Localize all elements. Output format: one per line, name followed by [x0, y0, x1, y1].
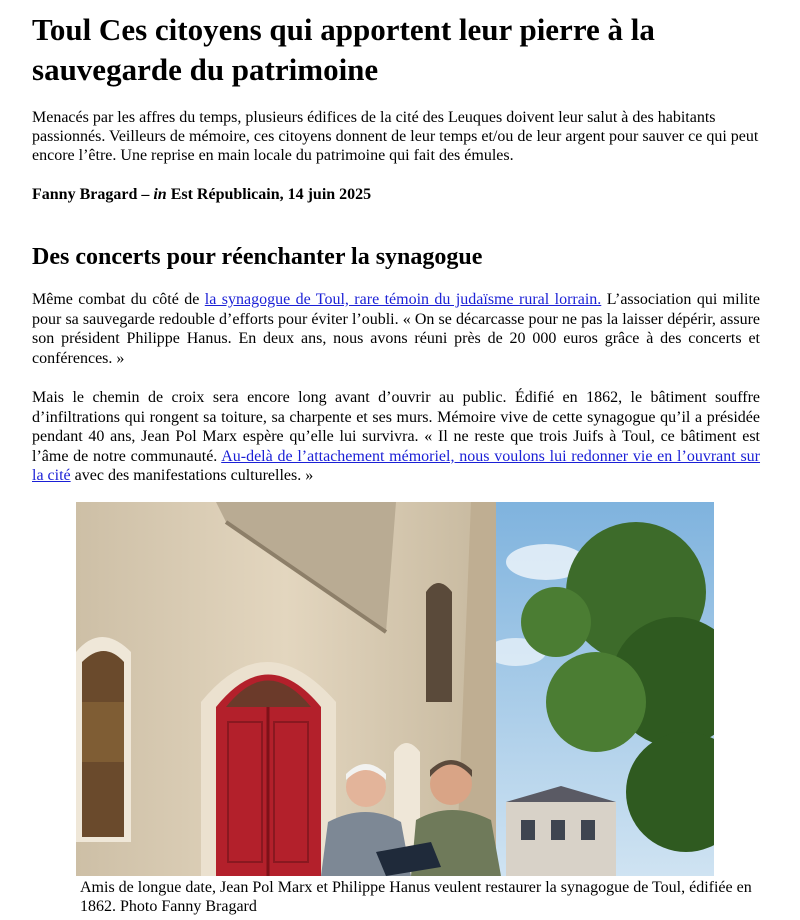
article-title: Toul Ces citoyens qui apportent leur pierre à la sauvegarde du patrimoine [32, 12, 655, 87]
synagogue-photo [76, 502, 714, 876]
article-intro: Menacés par les affres du temps, plusieurs édifices de la cité des Leuques doivent leur salut à des habitants passionnés. Veilleurs de mémoire, ces citoyens donnent de leur temps et/ou de leur argent pour sauver ce qui peut encore l’être. Une reprise en main locale du patrimoine qui fait des émules. [32, 109, 759, 164]
paragraph-2 [32, 388, 760, 486]
paragraph-2-text-b: avec des manifestations culturelles. » [70, 467, 314, 484]
byline-dash: – [137, 186, 154, 203]
paragraph-2-text-a: Mais le chemin de croix sera encore long avant d’ouvrir au public. Édifié en 1862, le bâtiment souffre d’infiltrations qui rongent sa toiture, sa charpente et ses murs. Mémoire vive de cette synagogue qu’il a présidée pendant 40 ans, Jean Pol Marx espère qu’elle lui survivra. « Il ne reste que trois Juifs à Toul, ce bâtiment est l’âme de notre communauté. [32, 389, 760, 465]
paragraph-1-text-a: Même combat du côté de [32, 291, 205, 308]
paragraph-1 [32, 290, 760, 368]
paragraph-1-text-b: L’association qui milite pour sa sauvegarde redouble d’efforts pour éviter l’oubli. « On se décarcasse pour ne pas la laisser dépérir, assure son président Philippe Hanus. En deux ans, nous avons réuni près de 20 000 euros grâce à des concerts et conférences. » [32, 291, 761, 367]
synagogue-link[interactable]: la synagogue de Toul, rare témoin du judaïsme rural lorrain. [204, 291, 602, 308]
byline-author: Fanny Bragard [32, 186, 138, 203]
article-byline [32, 185, 371, 204]
byline-source: Est Républicain, 14 juin 2025 [166, 186, 372, 203]
section-heading: Des concerts pour réenchanter la synagogue [32, 244, 483, 270]
byline-in: in [153, 186, 167, 203]
photo-caption: Amis de longue date, Jean Pol Marx et Philippe Hanus veulent restaurer la synagogue de Toul, édifiée en 1862. Photo Fanny Bragard [80, 879, 752, 915]
memorial-quote-link[interactable]: Au-delà de l’attachement mémoriel, nous voulons lui redonner vie en l’ouvrant sur la cité [32, 447, 761, 484]
